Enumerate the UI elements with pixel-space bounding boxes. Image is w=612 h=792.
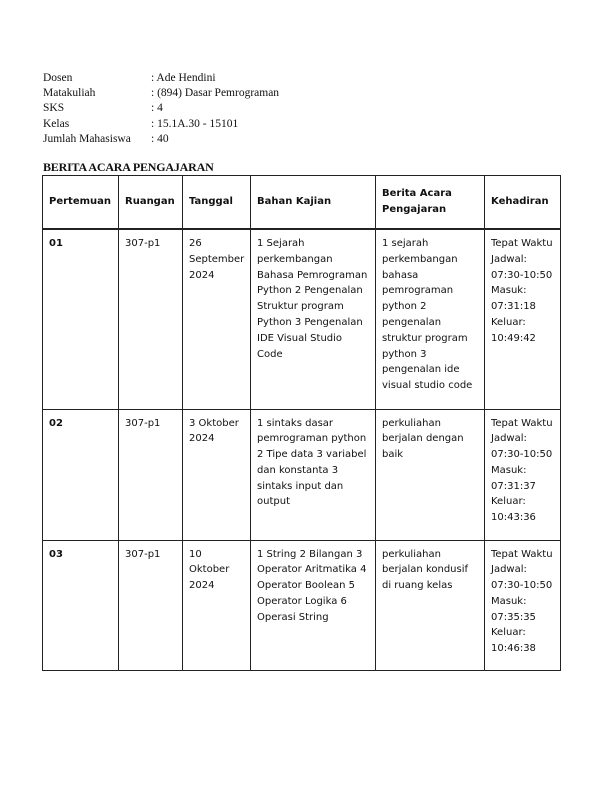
table-row: [43, 409, 561, 540]
cell-tanggal: 10 Oktober 2024: [183, 540, 251, 670]
info-value: : (894) Dasar Pemrograman: [151, 87, 280, 100]
info-row-matakuliah: [43, 86, 279, 101]
cell-ruangan: 307-p1: [119, 540, 183, 670]
column-header-pertemuan: Pertemuan: [43, 176, 119, 230]
cell-pertemuan: 02: [43, 409, 119, 540]
cell-kehadiran: Tepat Waktu Jadwal: 07:30-10:50 Masuk: 07:31:37 Keluar: 10:43:36: [485, 409, 561, 540]
cell-kehadiran: Tepat Waktu Jadwal: 07:30-10:50 Masuk: 07:31:18 Keluar: 10:49:42: [485, 229, 561, 409]
column-header-berita-acara: Berita Acara Pengajaran: [376, 176, 485, 230]
info-value: : 40: [151, 132, 169, 145]
table-header-row: [43, 176, 561, 230]
info-row-kelas: [43, 117, 279, 132]
info-label: SKS: [43, 102, 65, 115]
page-title: BERITA ACARA PENGAJARAN: [43, 160, 214, 174]
cell-tanggal: 26 September 2024: [183, 229, 251, 409]
cell-pertemuan: 03: [43, 540, 119, 670]
info-row-sks: [43, 101, 279, 116]
info-label: Matakuliah: [43, 87, 96, 100]
info-value: : 15.1A.30 - 15101: [151, 117, 239, 130]
table-row: [43, 229, 561, 409]
info-value: : 4: [151, 102, 163, 115]
info-value: : Ade Hendini: [151, 72, 216, 84]
cell-bahan-kajian: 1 sintaks dasar pemrograman python 2 Tipe data 3 variabel dan konstanta 3 sintaks input dan output: [251, 409, 376, 540]
cell-tanggal: 3 Oktober 2024: [183, 409, 251, 540]
teaching-record-table: [42, 175, 561, 671]
cell-ruangan: 307-p1: [119, 229, 183, 409]
table-row: [43, 540, 561, 670]
cell-berita-acara: perkuliahan berjalan kondusif di ruang kelas: [376, 540, 485, 670]
cell-bahan-kajian: 1 String 2 Bilangan 3 Operator Aritmatika 4 Operator Boolean 5 Operator Logika 6 Operasi String: [251, 540, 376, 670]
cell-berita-acara: 1 sejarah perkembangan bahasa pemrograman python 2 pengenalan struktur program python 3 pengenalan ide visual studio code: [376, 229, 485, 409]
cell-bahan-kajian: 1 Sejarah perkembangan Bahasa Pemrograman Python 2 Pengenalan Struktur program Python 3 Pengenalan IDE Visual Studio Code: [251, 229, 376, 409]
info-label: Dosen: [43, 72, 73, 84]
info-label: Kelas: [43, 117, 70, 130]
cell-berita-acara: perkuliahan berjalan dengan baik: [376, 409, 485, 540]
info-row-dosen: [43, 71, 279, 86]
info-label: Jumlah Mahasiswa: [43, 132, 131, 145]
column-header-ruangan: Ruangan: [119, 176, 183, 230]
cell-ruangan: 307-p1: [119, 409, 183, 540]
column-header-tanggal: Tanggal: [183, 176, 251, 230]
column-header-kehadiran: Kehadiran: [485, 176, 561, 230]
course-info: [43, 71, 279, 147]
cell-kehadiran: Tepat Waktu Jadwal: 07:30-10:50 Masuk: 07:35:35 Keluar: 10:46:38: [485, 540, 561, 670]
column-header-bahan-kajian: Bahan Kajian: [251, 176, 376, 230]
cell-pertemuan: 01: [43, 229, 119, 409]
info-row-jumlah-mahasiswa: [43, 132, 279, 147]
